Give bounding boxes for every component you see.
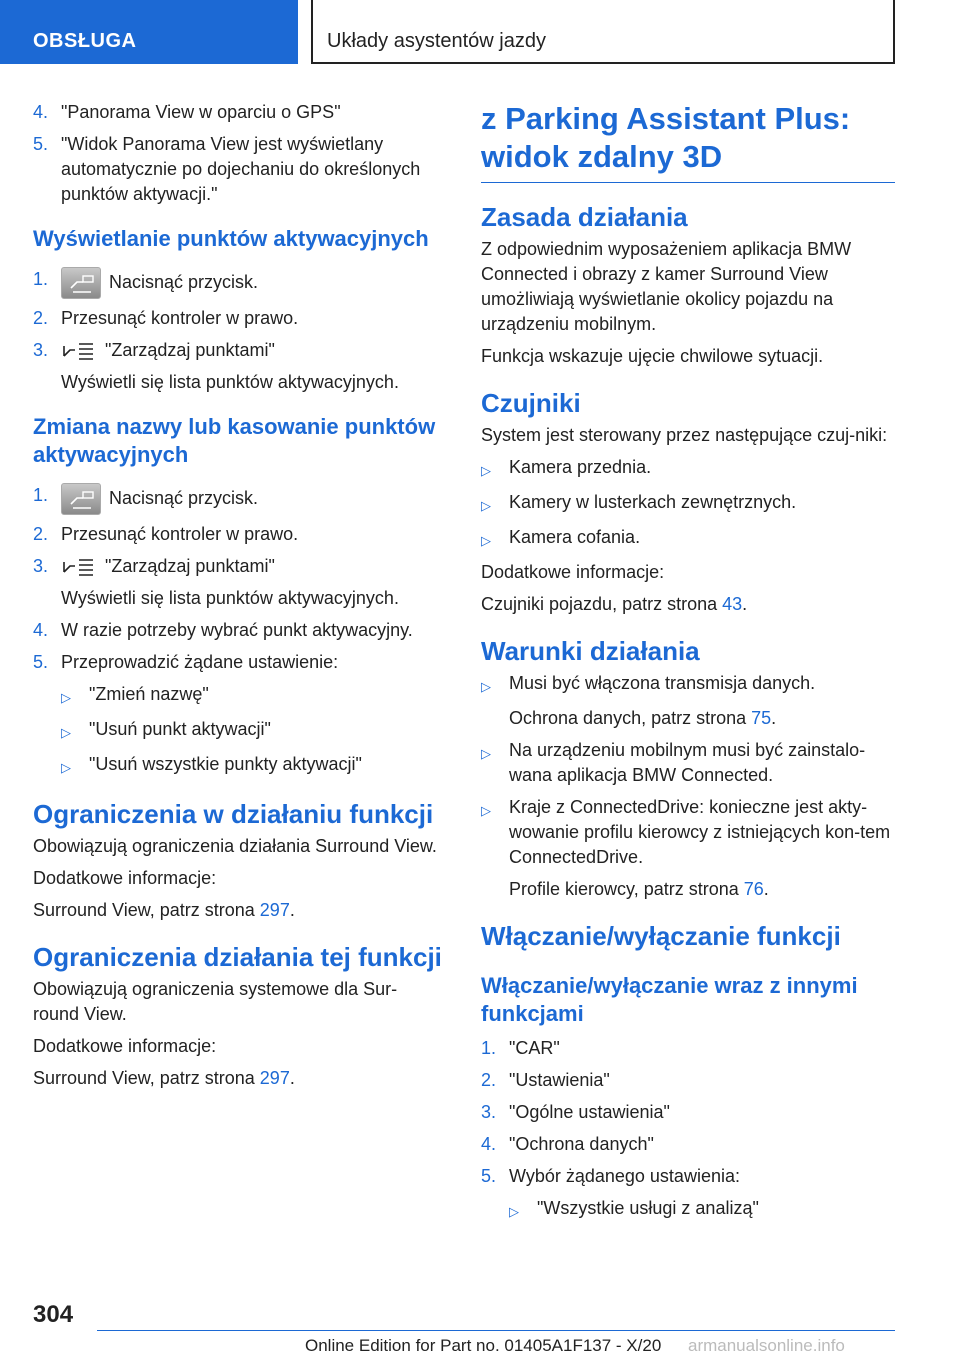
heading-sensors: Czujniki [481, 388, 581, 418]
sub-option [33, 682, 443, 710]
list-item [33, 554, 443, 579]
left-column [33, 100, 443, 1098]
paragraph: Dodatkowe informacje: [481, 562, 665, 582]
edition-text: Online Edition for Part no. 01405A1F137 - X/20 [305, 1336, 662, 1355]
list-item [481, 1164, 895, 1189]
list-item [481, 1132, 895, 1157]
section-tab: OBSŁUGA [0, 0, 298, 64]
bullet-item [481, 525, 895, 553]
item-number: 3. [33, 556, 49, 576]
item-text: "Zarządzaj punktami" [105, 556, 275, 576]
triangle-bullet-icon: ▷ [481, 746, 491, 761]
item-number: 5. [481, 1166, 497, 1186]
heading-limits-function: Ograniczenia działania tej funkcji [33, 942, 442, 972]
sub-option [481, 1196, 895, 1224]
cross-reference: Ochrona danych, patrz strona 75. [509, 708, 777, 728]
paragraph: Z odpowiednim wyposażeniem aplikacja BMW Connected i obrazy z kamer Surround View umożliwiają wyświetlanie okolicy pojazdu na urządzeniu mobilnym. [481, 239, 852, 334]
heading-limits: Ograniczenia w działaniu funkcji [33, 799, 434, 829]
bullet-item [481, 490, 895, 518]
item-text: "Panorama View w oparciu o GPS" [61, 102, 341, 122]
cross-reference: Surround View, patrz strona 297. [33, 1068, 295, 1088]
item-text: "CAR" [509, 1038, 560, 1058]
item-text: "Widok Panorama View jest wyświetlany automatycznie po dojechaniu do określonych punktów aktywacji." [61, 134, 421, 204]
heading-onoff-with-others: Włączanie/wyłączanie wraz z innymi funkcjami [481, 973, 858, 1026]
list-item [481, 1036, 895, 1061]
list-item [33, 483, 443, 515]
bullet-item [481, 455, 895, 483]
item-text: W razie potrzeby wybrać punkt aktywacyjny. [61, 620, 413, 640]
item-number: 1. [33, 269, 49, 289]
triangle-bullet-icon: ▷ [61, 760, 71, 775]
list-item [33, 267, 443, 299]
bullet-text: Kamera cofania. [509, 527, 641, 547]
paragraph: Obowiązują ograniczenia działania Surround View. [33, 836, 437, 856]
bullet-text: Kamera przednia. [509, 457, 652, 477]
triangle-bullet-icon: ▷ [481, 679, 491, 694]
triangle-bullet-icon: ▷ [61, 690, 71, 705]
page-link[interactable]: 76 [743, 879, 764, 899]
cross-reference: Czujniki pojazdu, patrz strona 43. [481, 594, 748, 614]
page-header [0, 0, 960, 66]
paragraph: System jest sterowany przez następujące czuj-niki: [481, 425, 888, 445]
sub-option [33, 752, 443, 780]
item-text: Przesunąć kontroler w prawo. [61, 308, 299, 328]
item-number: 5. [33, 652, 49, 672]
item-text: "Ochrona danych" [509, 1134, 654, 1154]
item-text: "Ogólne ustawienia" [509, 1102, 670, 1122]
title-rule [481, 182, 895, 183]
cross-reference: Profile kierowcy, patrz strona 76. [509, 879, 769, 899]
item-number: 1. [33, 485, 49, 505]
heading-display-points: Wyświetlanie punktów aktywacyjnych [33, 226, 429, 251]
paragraph: Dodatkowe informacje: [33, 868, 217, 888]
parking-camera-button-icon [61, 267, 101, 299]
list-item [33, 618, 443, 643]
sub-option [33, 717, 443, 745]
heading-principle: Zasada działania [481, 202, 688, 232]
page-link[interactable]: 297 [259, 900, 290, 920]
item-number: 2. [33, 308, 49, 328]
list-item [33, 100, 443, 125]
option-text: "Wszystkie usługi z analizą" [537, 1198, 759, 1218]
list-item [33, 522, 443, 547]
item-number: 4. [33, 102, 49, 122]
section-title: z Parking Assistant Plus: widok zdalny 3D [481, 101, 851, 174]
item-text: Przeprowadzić żądane ustawienie: [61, 652, 339, 672]
item-number: 3. [481, 1102, 497, 1122]
paragraph: Funkcja wskazuje ujęcie chwilowe sytuacji. [481, 346, 824, 366]
list-item [33, 132, 443, 207]
item-text: "Zarządzaj punktami" [105, 340, 275, 360]
manage-points-icon [61, 556, 97, 578]
item-number: 3. [33, 340, 49, 360]
list-item [481, 1100, 895, 1125]
parking-camera-button-icon [61, 483, 101, 515]
list-item [33, 650, 443, 675]
item-number: 4. [481, 1134, 497, 1154]
list-item [33, 306, 443, 331]
bullet-text: Na urządzeniu mobilnym musi być zainstalo-wana aplikacja BMW Connected. [509, 740, 866, 785]
item-text: "Ustawienia" [509, 1070, 610, 1090]
paragraph: Dodatkowe informacje: [33, 1036, 217, 1056]
item-text: Nacisnąć przycisk. [109, 487, 259, 508]
triangle-bullet-icon: ▷ [481, 533, 491, 548]
chapter-title: Układy asystentów jazdy [327, 30, 546, 52]
triangle-bullet-icon: ▷ [481, 803, 491, 818]
item-text: Nacisnąć przycisk. [109, 271, 259, 292]
page-number: 304 [33, 1301, 74, 1328]
chapter-box [311, 0, 895, 64]
page-link[interactable]: 297 [259, 1068, 290, 1088]
triangle-bullet-icon: ▷ [481, 463, 491, 478]
option-text: "Usuń punkt aktywacji" [89, 719, 271, 739]
manage-points-icon [61, 340, 97, 362]
item-text: Wybór żądanego ustawienia: [509, 1166, 740, 1186]
heading-conditions: Warunki działania [481, 636, 700, 666]
triangle-bullet-icon: ▷ [61, 725, 71, 740]
bullet-item [481, 738, 895, 788]
heading-onoff: Włączanie/wyłączanie funkcji [481, 921, 841, 951]
option-text: "Zmień nazwę" [89, 684, 209, 704]
page-link[interactable]: 43 [722, 594, 743, 614]
bullet-text: Kraje z ConnectedDrive: konieczne jest akty-wowanie profilu kierowcy z istniejących kon-tem ConnectedDrive. [509, 797, 891, 867]
item-number: 5. [33, 134, 49, 154]
list-item [481, 1068, 895, 1093]
bullet-item [481, 795, 895, 870]
paragraph: Obowiązują ograniczenia systemowe dla Sur-round View. [33, 979, 398, 1024]
item-number: 4. [33, 620, 49, 640]
list-item [33, 338, 443, 363]
item-number: 2. [33, 524, 49, 544]
footer-rule [97, 1330, 895, 1331]
item-text: Przesunąć kontroler w prawo. [61, 524, 299, 544]
bullet-text: Musi być włączona transmisja danych. [509, 673, 816, 693]
watermark: armanualsonline.info [688, 1336, 845, 1355]
bullet-item [481, 671, 895, 699]
bullet-text: Kamery w lusterkach zewnętrznych. [509, 492, 797, 512]
cross-reference: Surround View, patrz strona 297. [33, 900, 295, 920]
item-number: 1. [481, 1038, 497, 1058]
heading-rename-points: Zmiana nazwy lub kasowanie punktów aktywacyjnych [33, 414, 436, 467]
right-column [481, 100, 895, 1231]
option-text: "Usuń wszystkie punkty aktywacji" [89, 754, 362, 774]
triangle-bullet-icon: ▷ [481, 498, 491, 513]
item-number: 2. [481, 1070, 497, 1090]
step-note: Wyświetli się lista punktów aktywacyjnych. [61, 588, 399, 608]
page-link[interactable]: 75 [751, 708, 772, 728]
triangle-bullet-icon: ▷ [509, 1204, 519, 1219]
step-note: Wyświetli się lista punktów aktywacyjnych. [61, 372, 399, 392]
